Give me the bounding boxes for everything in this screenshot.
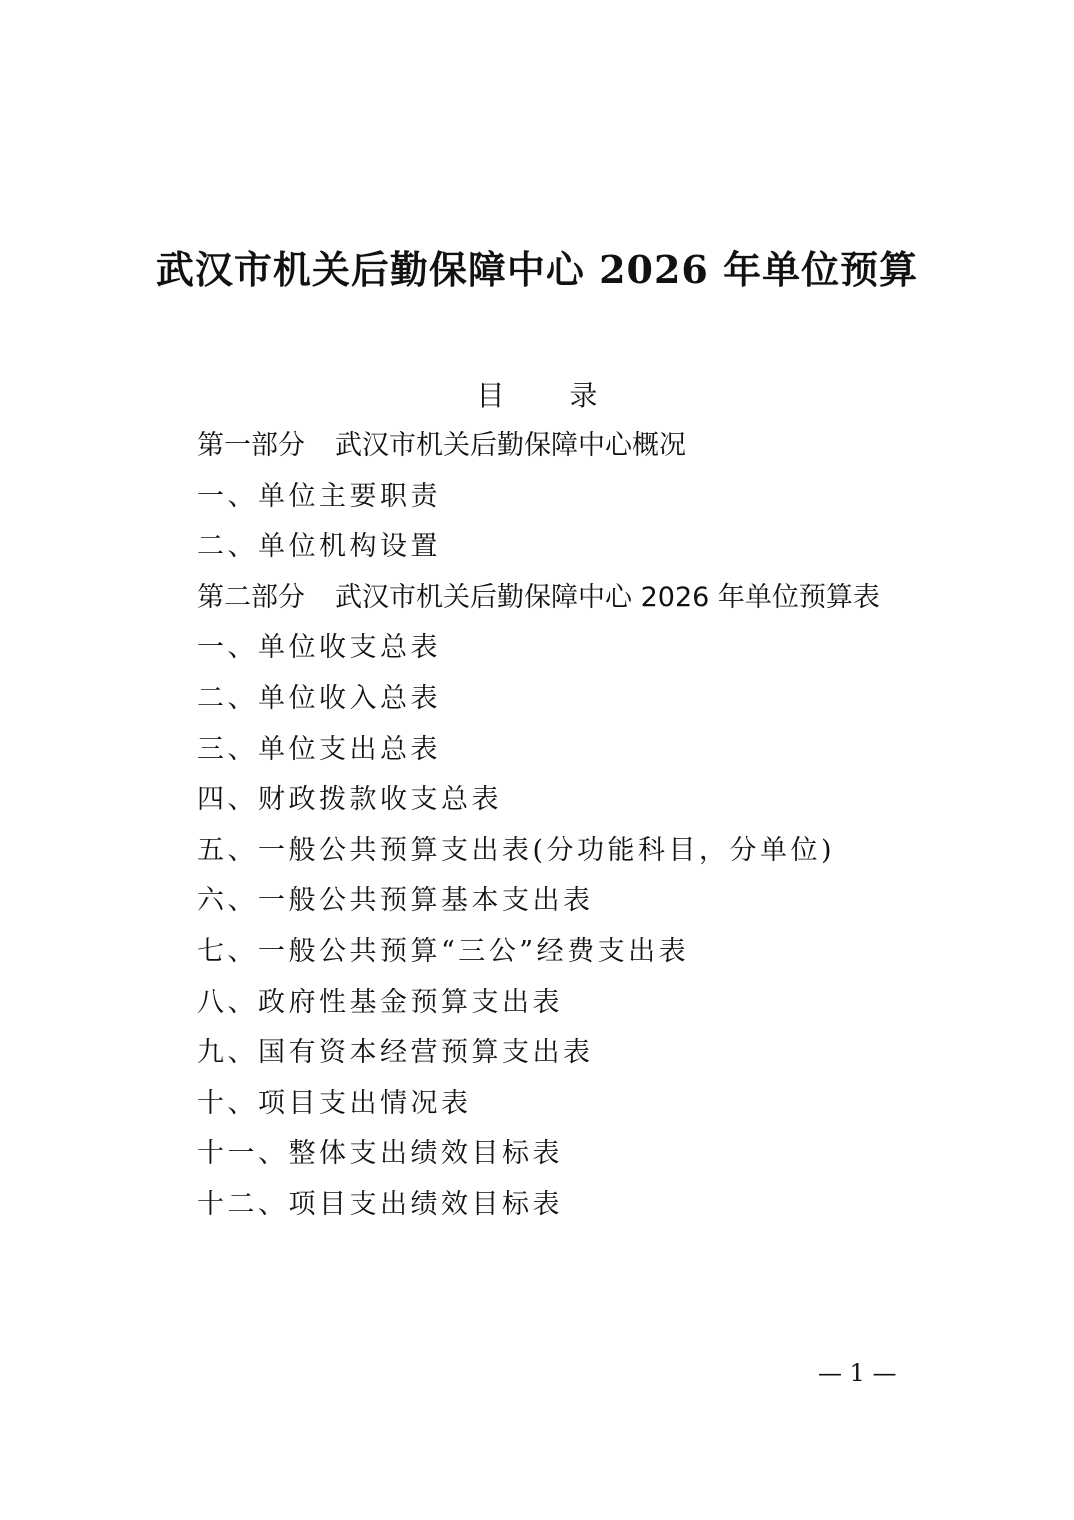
toc-item: 五、一般公共预算支出表(分功能科目，分单位) — [197, 834, 836, 866]
toc-item: 十二、项目支出绩效目标表 — [197, 1188, 563, 1220]
table-of-contents — [197, 425, 957, 1235]
toc-part-label: 第一部分 — [197, 430, 305, 461]
toc-item: 七、一般公共预算“三公”经费支出表 — [197, 935, 690, 967]
toc-part-1 — [197, 425, 957, 476]
toc-item: 二、单位机构设置 — [197, 531, 441, 563]
toc-item: 六、一般公共预算基本支出表 — [197, 885, 594, 917]
toc-item: 二、单位收入总表 — [197, 682, 441, 714]
toc-item: 一、单位收支总表 — [197, 632, 441, 664]
toc-item: 九、国有资本经营预算支出表 — [197, 1037, 594, 1069]
page-number: — 1 — — [818, 1359, 897, 1387]
toc-part-2 — [197, 577, 957, 628]
toc-item: 四、财政拨款收支总表 — [197, 784, 502, 816]
toc-heading: 目 录 — [476, 379, 626, 412]
toc-part-title: 武汉市机关后勤保障中心 2026 年单位预算表 — [335, 581, 880, 613]
toc-part-title: 武汉市机关后勤保障中心概况 — [335, 430, 686, 461]
toc-part-label: 第二部分 — [197, 581, 305, 613]
toc-item: 十一、整体支出绩效目标表 — [197, 1138, 563, 1170]
toc-item: 十、项目支出情况表 — [197, 1087, 472, 1119]
toc-item: 一、单位主要职责 — [197, 480, 441, 512]
toc-item: 三、单位支出总表 — [197, 733, 441, 765]
toc-item: 八、政府性基金预算支出表 — [197, 986, 563, 1018]
document-title: 武汉市机关后勤保障中心 2026 年单位预算 — [155, 247, 919, 292]
